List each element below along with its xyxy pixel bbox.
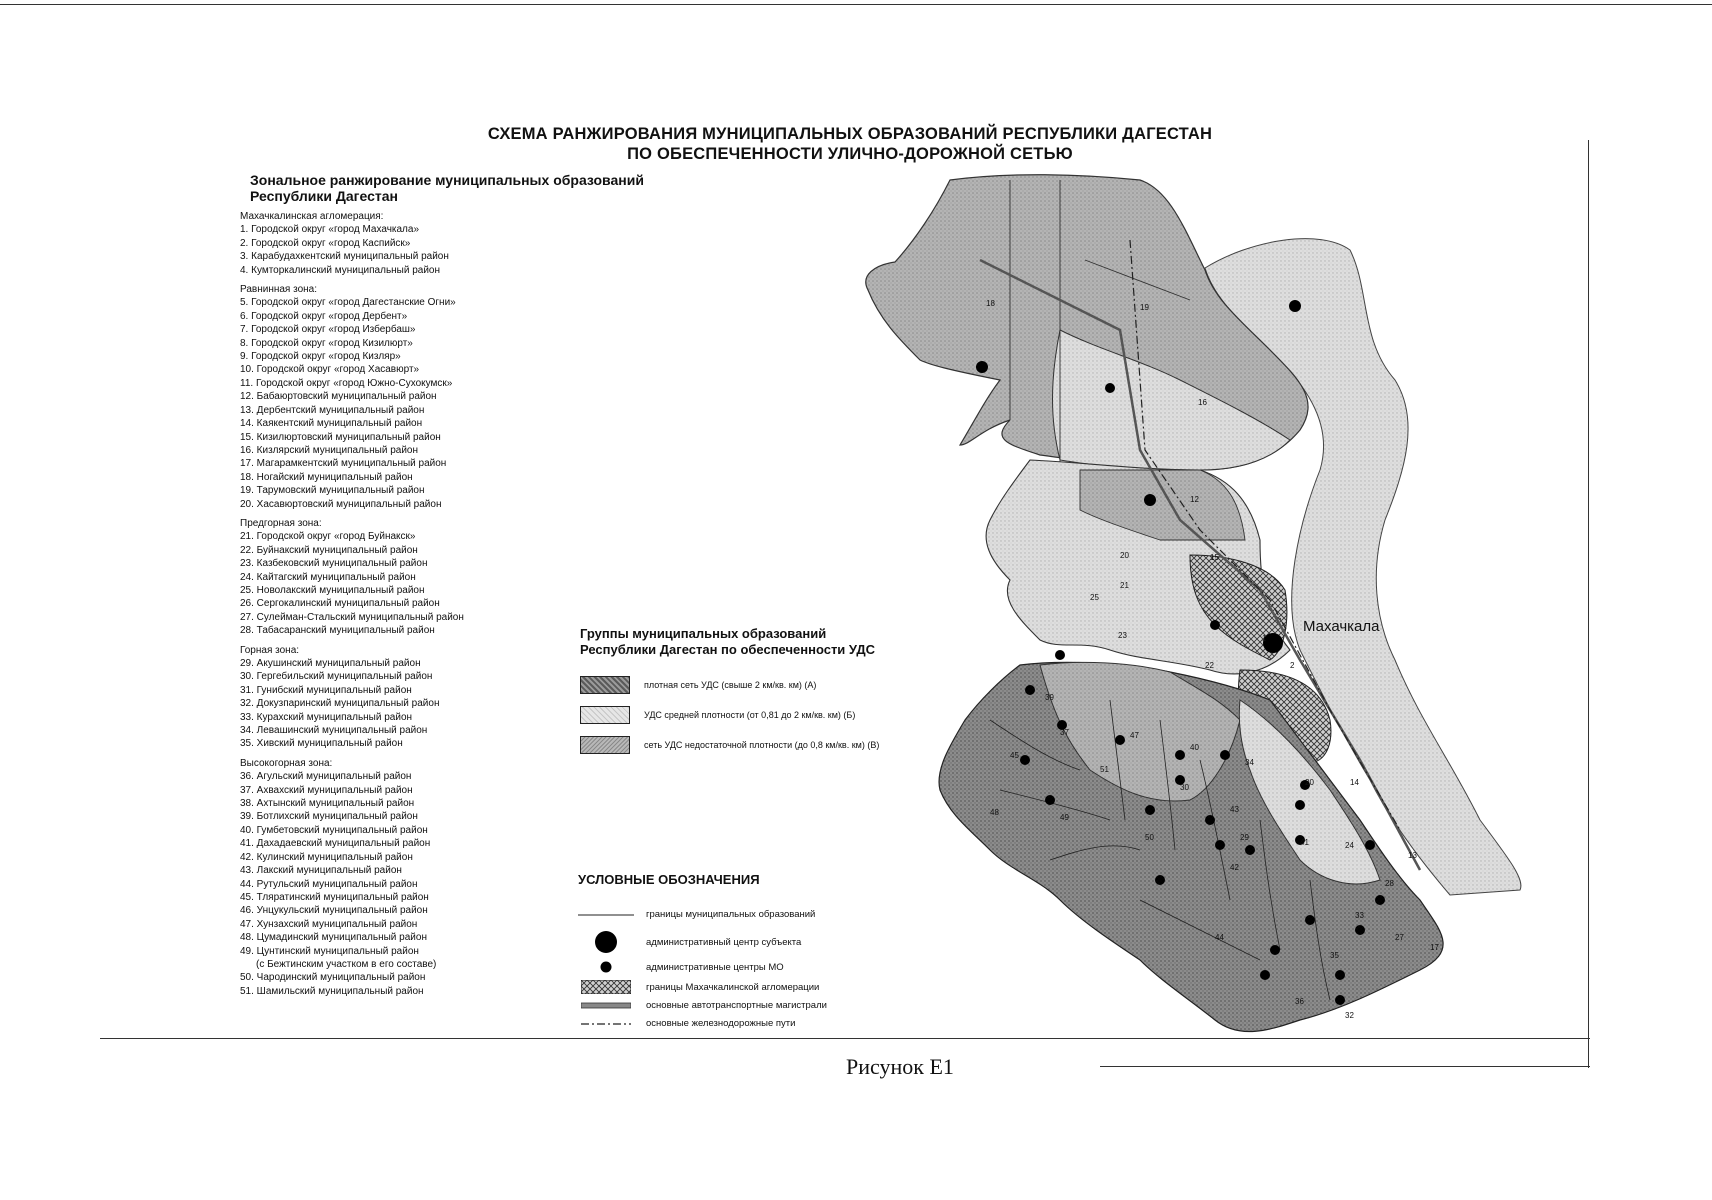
zone-block: [240, 283, 700, 511]
group-row-b: [580, 706, 855, 724]
zone-list-item: 27. Сулейман-Стальский муниципальный район: [240, 611, 464, 623]
zone-list-item: 43. Лакский муниципальный район: [240, 865, 402, 877]
svg-text:25: 25: [1090, 593, 1099, 602]
zone-list-item: 18. Ногайский муниципальный район: [240, 471, 413, 483]
group-label-a: плотная сеть УДС (свыше 2 км/кв. км) (А): [644, 680, 817, 690]
conventions-heading: УСЛОВНЫЕ ОБОЗНАЧЕНИЯ: [578, 872, 760, 887]
conv-label-centers: административные центры МО: [646, 961, 784, 973]
svg-text:13: 13: [1408, 851, 1417, 860]
zone-title: Предгорная зона:: [240, 517, 322, 529]
zone-list-item: 48. Цумадинский муниципальный район: [240, 932, 427, 944]
zone-list-item: 45. Тляратинский муниципальный район: [240, 891, 429, 903]
zone-list-item: 51. Шамильский муниципальный район: [240, 985, 424, 997]
svg-text:12: 12: [1190, 495, 1199, 504]
conv-label-boundary: границы муниципальных образований: [646, 909, 816, 920]
zone-list-item: 15. Кизилюртовский муниципальный район: [240, 431, 441, 443]
group-label-c: сеть УДС недостаточной плотности (до 0,8 км/кв. км) (В): [644, 740, 880, 750]
svg-text:33: 33: [1355, 911, 1364, 920]
svg-text:20: 20: [1305, 778, 1314, 787]
group-row-c: [580, 736, 879, 754]
dense-network-swatch: [580, 676, 630, 694]
zone-list-item: 8. Городской округ «город Кизилюрт»: [240, 337, 413, 349]
zone-list-item: 22. Буйнакский муниципальный район: [240, 544, 418, 556]
zone-block: [240, 517, 700, 638]
svg-text:50: 50: [1145, 833, 1154, 842]
zone-list-item: 39. Ботлихский муниципальный район: [240, 811, 418, 823]
svg-text:16: 16: [1198, 398, 1207, 407]
zone-list-item: 38. Ахтынский муниципальный район: [240, 798, 415, 810]
svg-text:36: 36: [1295, 997, 1304, 1006]
figure-caption: Рисунок Е1: [846, 1054, 954, 1079]
svg-text:21: 21: [1120, 581, 1129, 590]
svg-text:40: 40: [1190, 743, 1199, 752]
zone-list-item: 37. Ахвахский муниципальный район: [240, 784, 413, 796]
zone-list-item: 49. Цунтинский муниципальный район: [240, 945, 419, 957]
lake-icon: [1289, 300, 1301, 312]
zone-list-item: (с Бежтинским участком в его составе): [256, 958, 437, 970]
conv-row-boundary: [578, 909, 815, 920]
zone-list-item: 26. Сергокалинский муниципальный район: [240, 598, 440, 610]
zone-list-item: 34. Левашинский муниципальный район: [240, 725, 428, 737]
svg-text:24: 24: [1345, 841, 1354, 850]
zone-title: Высокогорная зона:: [240, 757, 333, 769]
map-frame-right: [1588, 140, 1589, 1068]
svg-text:18: 18: [986, 299, 995, 308]
svg-text:39: 39: [1045, 693, 1054, 702]
zonal-heading-line-1: Зональное ранжирование муниципальных образований: [250, 172, 644, 188]
conv-row-railway: [578, 1018, 795, 1029]
conv-label-highway: основные автотранспортные магистрали: [646, 1000, 827, 1011]
zone-list-item: 47. Хунзахский муниципальный район: [240, 918, 418, 930]
groups-heading-line-2: Республики Дагестан по обеспеченности УДС: [580, 642, 875, 657]
zone-list-item: 31. Гунибский муниципальный район: [240, 684, 412, 696]
zone-list-item: 14. Каякентский муниципальный район: [240, 418, 423, 430]
zone-block: [240, 644, 700, 751]
groups-legend: [580, 626, 1000, 750]
zonal-heading: [250, 172, 700, 204]
boundary-line-icon: [578, 912, 634, 918]
zone-list-item: 11. Городской округ «город Южно-Сухокумск»: [240, 377, 453, 389]
zonal-heading-line-2: Республики Дагестан: [250, 188, 398, 204]
conventions-legend: [578, 872, 998, 1029]
zone-list-item: 41. Дахадаевский муниципальный район: [240, 838, 431, 850]
zone-list-item: 24. Кайтагский муниципальный район: [240, 571, 416, 583]
zone-list-item: 44. Рутульский муниципальный район: [240, 878, 418, 890]
zone-list-item: 2. Городской округ «город Каспийск»: [240, 237, 411, 249]
conv-row-highway: [578, 1000, 827, 1011]
city-label-makhachkala: Махачкала: [1303, 618, 1380, 635]
zone-list-item: 17. Магарамкентский муниципальный район: [240, 458, 447, 470]
sparse-network-swatch: [580, 736, 630, 754]
map-frame-bottom-secondary: [1100, 1066, 1590, 1067]
svg-text:42: 42: [1230, 863, 1239, 872]
zone-list-item: 25. Новолакский муниципальный район: [240, 584, 425, 596]
svg-text:30: 30: [1180, 783, 1189, 792]
zone-list-item: 36. Агульский муниципальный район: [240, 771, 412, 783]
highway-line-icon: [578, 1002, 634, 1010]
zone-list-item: 28. Табасаранский муниципальный район: [240, 625, 435, 637]
svg-text:48: 48: [990, 808, 999, 817]
svg-text:20: 20: [1120, 551, 1129, 560]
zone-list-item: 6. Городской округ «город Дербент»: [240, 310, 408, 322]
conv-row-capital: [578, 930, 801, 954]
zone-list-item: 12. Бабаюртовский муниципальный район: [240, 391, 437, 403]
group-label-b: УДС средней плотности (от 0,81 до 2 км/кв. км) (Б): [644, 710, 856, 720]
zone-list-item: 4. Кумторкалинский муниципальный район: [240, 264, 441, 276]
conv-label-agglomeration: границы Махачкалинской агломерации: [646, 981, 820, 993]
zone-list-item: 46. Унцукульский муниципальный район: [240, 905, 428, 917]
zone-list-item: 40. Гумбетовский муниципальный район: [240, 824, 428, 836]
zone-list-item: 32. Докузпаринский муниципальный район: [240, 698, 440, 710]
svg-text:41: 41: [1300, 838, 1309, 847]
groups-heading: [580, 626, 1000, 658]
zone-list-item: 33. Курахский муниципальный район: [240, 711, 413, 723]
svg-text:23: 23: [1118, 631, 1127, 640]
zone-list-item: 5. Городской округ «город Дагестанские Огни»: [240, 297, 456, 309]
groups-heading-line-1: Группы муниципальных образований: [580, 626, 827, 641]
zone-list-item: 42. Кулинский муниципальный район: [240, 851, 413, 863]
zone-list-item: 35. Хивский муниципальный район: [240, 738, 403, 750]
railway-line-icon: [578, 1021, 634, 1027]
zone-list-item: 10. Городской округ «город Хасавюрт»: [240, 364, 420, 376]
title-line-1: СХЕМА РАНЖИРОВАНИЯ МУНИЦИПАЛЬНЫХ ОБРАЗОВАНИЙ РЕСПУБЛИКИ ДАГЕСТАН: [487, 125, 1213, 143]
svg-text:34: 34: [1245, 758, 1254, 767]
svg-text:49: 49: [1060, 813, 1069, 822]
zone-list-item: 1. Городской округ «город Махачкала»: [240, 224, 420, 236]
title-line-2: ПО ОБЕСПЕЧЕННОСТИ УЛИЧНО-ДОРОЖНОЙ СЕТЬЮ: [627, 145, 1073, 163]
svg-text:32: 32: [1345, 1011, 1354, 1020]
zone-list-item: 7. Городской округ «город Избербаш»: [240, 324, 416, 336]
small-dot-icon: [578, 960, 634, 974]
svg-text:44: 44: [1215, 933, 1224, 942]
svg-text:35: 35: [1330, 951, 1339, 960]
conv-row-agglomeration: [578, 980, 819, 994]
svg-text:27: 27: [1395, 933, 1404, 942]
svg-text:17: 17: [1430, 943, 1439, 952]
svg-text:51: 51: [1100, 765, 1109, 774]
zone-title: Равнинная зона:: [240, 284, 318, 296]
map-frame-bottom: [100, 1038, 1590, 1039]
zone-list-item: 9. Городской округ «город Кизляр»: [240, 351, 401, 363]
svg-text:22: 22: [1205, 661, 1214, 670]
svg-text:43: 43: [1230, 805, 1239, 814]
svg-text:14: 14: [1350, 778, 1359, 787]
zone-list-item: 21. Городской округ «город Буйнакск»: [240, 531, 416, 543]
group-row-a: [580, 676, 816, 694]
svg-text:1: 1: [1262, 634, 1267, 643]
medium-network-swatch: [580, 706, 630, 724]
zone-list-item: 23. Казбековский муниципальный район: [240, 558, 428, 570]
conv-label-railway: основные железнодорожные пути: [646, 1018, 796, 1029]
svg-text:28: 28: [1385, 879, 1394, 888]
svg-text:15: 15: [1210, 553, 1219, 562]
zone-list-item: 30. Гергебильский муниципальный район: [240, 671, 433, 683]
svg-text:29: 29: [1240, 833, 1249, 842]
svg-text:47: 47: [1130, 731, 1139, 740]
svg-text:2: 2: [1290, 661, 1295, 670]
conv-label-capital: административный центр субъекта: [646, 936, 802, 948]
svg-text:45: 45: [1010, 751, 1019, 760]
zone-list-item: 50. Чародинский муниципальный район: [240, 972, 426, 984]
conv-row-centers: [578, 960, 784, 974]
crosshatch-area-icon: [578, 980, 634, 994]
svg-text:19: 19: [1140, 303, 1149, 312]
zone-list-item: 29. Акушинский муниципальный район: [240, 658, 421, 669]
zone-list-item: 16. Кизлярский муниципальный район: [240, 444, 418, 456]
zone-list-item: 13. Дербентский муниципальный район: [240, 404, 425, 416]
zone-list-item: 19. Тарумовский муниципальный район: [240, 485, 425, 497]
zone-title: Горная зона:: [240, 644, 300, 656]
zone-list-item: 3. Карабудахкентский муниципальный район: [240, 251, 449, 263]
large-dot-icon: [578, 930, 634, 954]
zone-block: [240, 210, 700, 277]
zone-list-item: 20. Хасавюртовский муниципальный район: [240, 498, 442, 510]
zone-title: Махачкалинская агломерация:: [240, 211, 384, 222]
svg-text:37: 37: [1060, 728, 1069, 737]
